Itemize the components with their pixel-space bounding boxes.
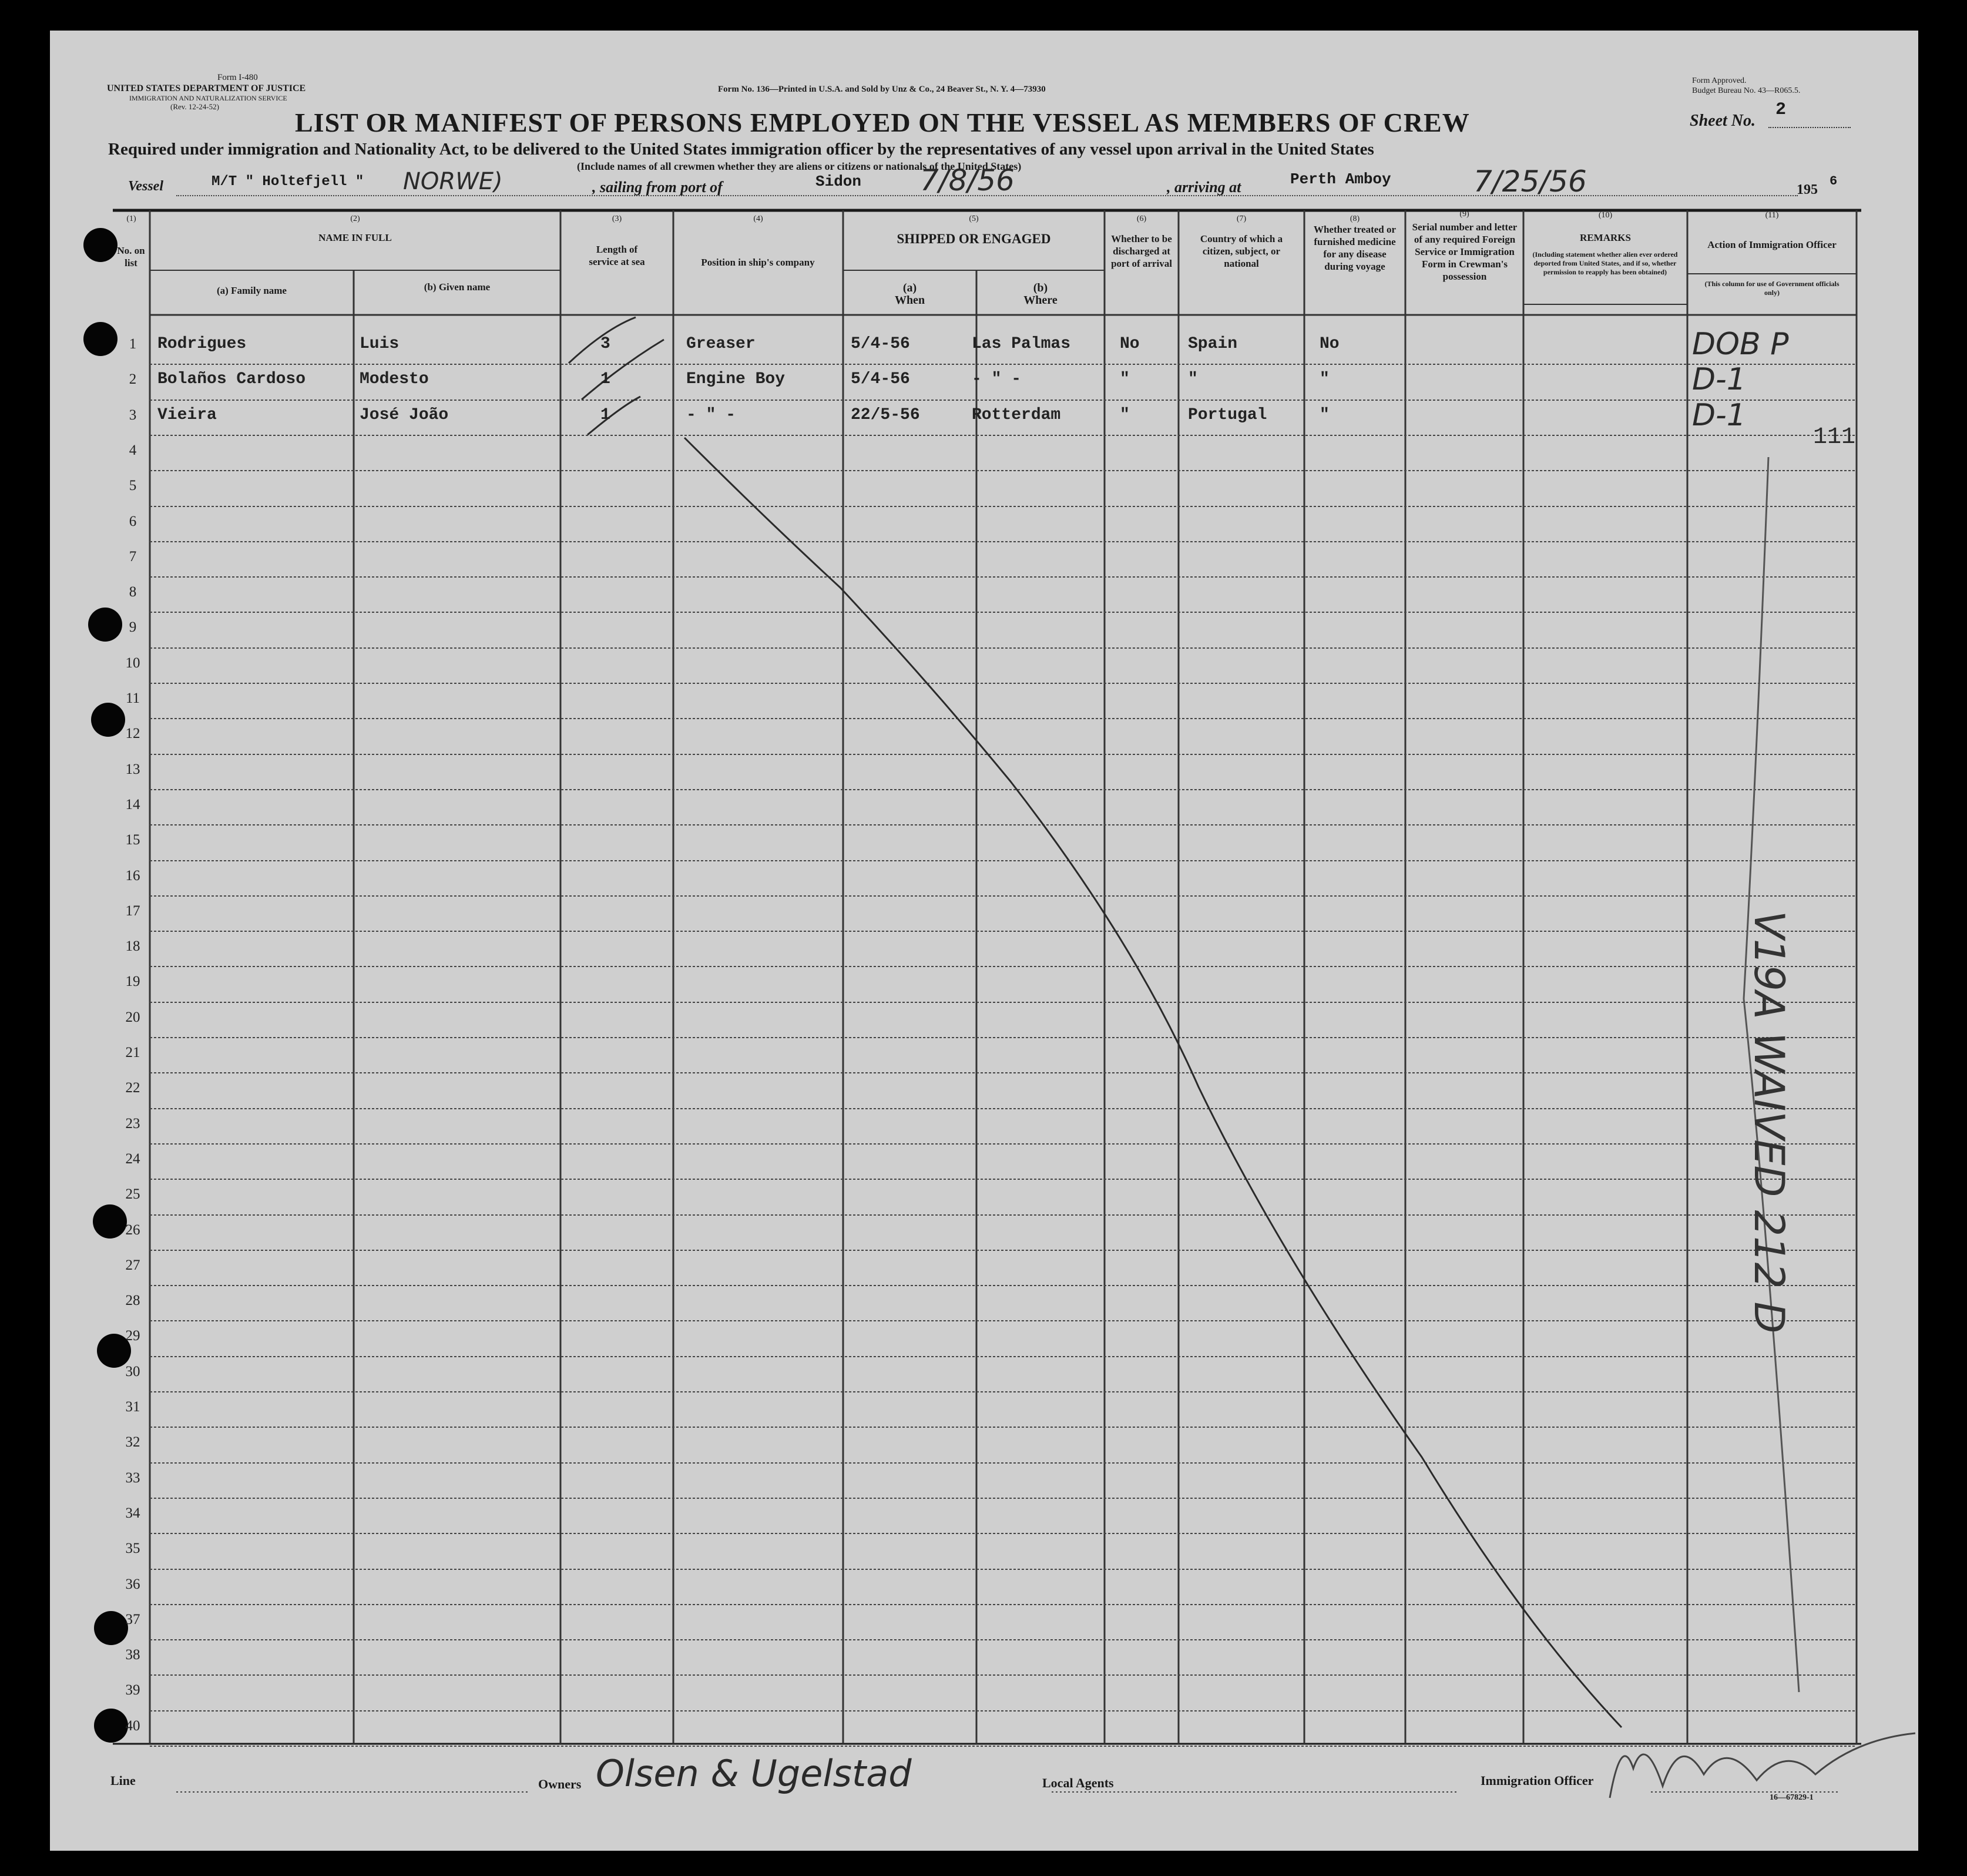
shipped-where-cell: - " - bbox=[972, 370, 1022, 388]
year-prefix: 195 bbox=[1797, 182, 1818, 197]
sailing-label: , sailing from port of bbox=[592, 179, 723, 196]
row-number: 7 bbox=[129, 549, 137, 565]
row-number: 32 bbox=[125, 1434, 140, 1450]
col5a-header: (a) When bbox=[894, 281, 925, 307]
row-number: 28 bbox=[125, 1293, 140, 1308]
row-number: 33 bbox=[125, 1470, 140, 1486]
col11-number: (11) bbox=[1765, 211, 1779, 220]
country-cell: Portugal bbox=[1188, 406, 1267, 424]
given-name-cell: Modesto bbox=[360, 370, 429, 388]
row-number: 2 bbox=[129, 371, 137, 387]
department-name: UNITED STATES DEPARTMENT OF JUSTICE bbox=[107, 83, 306, 93]
position-cell: - " - bbox=[686, 406, 736, 424]
row-number: 20 bbox=[125, 1009, 140, 1025]
sheet-label: Sheet No. bbox=[1690, 112, 1755, 130]
row-number: 30 bbox=[125, 1364, 140, 1380]
shipped-where-cell: Rotterdam bbox=[972, 406, 1061, 424]
margin-note: 111 bbox=[1813, 424, 1856, 451]
col6-header: Whether to be discharged at port of arrival bbox=[1111, 233, 1172, 269]
discharge-cell: No bbox=[1120, 335, 1140, 353]
row-number: 17 bbox=[125, 903, 140, 919]
owners-label: Owners bbox=[538, 1777, 582, 1791]
country-cell: Spain bbox=[1188, 335, 1238, 353]
row-number: 3 bbox=[129, 407, 137, 423]
row-number: 19 bbox=[125, 974, 140, 989]
col2a-header: (a) Family name bbox=[217, 285, 287, 296]
service-cell: 1 bbox=[600, 406, 610, 424]
vessel-name: M/T " Holtefjell " bbox=[212, 174, 364, 190]
vertical-waiver-note: V19A WAIVED 212 D bbox=[1745, 911, 1793, 1334]
family-name-cell: Rodrigues bbox=[157, 335, 247, 353]
local-agents-label: Local Agents bbox=[1042, 1776, 1114, 1790]
officer-action-cell: D-1 bbox=[1692, 362, 1746, 397]
col5-header: SHIPPED OR ENGAGED bbox=[897, 231, 1051, 246]
revision-date: (Rev. 12-24-52) bbox=[170, 102, 219, 111]
row-number: 9 bbox=[129, 619, 137, 635]
row-number: 10 bbox=[125, 655, 140, 671]
year-digit: 6 bbox=[1830, 174, 1838, 189]
row-number: 35 bbox=[125, 1541, 140, 1556]
row-number: 29 bbox=[125, 1328, 140, 1344]
col10-header: REMARKS bbox=[1580, 232, 1631, 243]
col10-number: (10) bbox=[1598, 211, 1613, 220]
col7-header: Country of which a citizen, subject, or national bbox=[1200, 233, 1283, 269]
vessel-nationality-handwritten: NORWE) bbox=[403, 168, 503, 195]
col4-header: Position in ship's company bbox=[701, 257, 815, 268]
service-cell: 1 bbox=[600, 370, 610, 388]
row-number: 34 bbox=[125, 1505, 140, 1521]
medicine-cell: No bbox=[1320, 335, 1340, 353]
row-number: 22 bbox=[125, 1080, 140, 1096]
row-number: 18 bbox=[125, 938, 140, 954]
row-number: 27 bbox=[125, 1257, 140, 1273]
col11-note: (This column for use of Government officials only) bbox=[1704, 280, 1840, 297]
shipped-when-cell: 5/4-56 bbox=[851, 335, 910, 353]
row-number: 25 bbox=[125, 1186, 140, 1202]
row-number: 1 bbox=[129, 336, 137, 352]
page-title: LIST OR MANIFEST OF PERSONS EMPLOYED ON THE VESSEL AS MEMBERS OF CREW bbox=[295, 108, 1470, 137]
row-number: 16 bbox=[125, 868, 140, 884]
arriving-port: Perth Amboy bbox=[1290, 170, 1391, 188]
tally-check-marks bbox=[569, 317, 664, 435]
col10-note: (Including statement whether alien ever ordered deported from United States, and if so, whether permission to reapply has been obtained) bbox=[1532, 250, 1678, 276]
arrival-date-handwritten: 7/25/56 bbox=[1473, 165, 1587, 199]
col5b-header: (b) Where bbox=[1023, 281, 1058, 307]
shipped-when-cell: 5/4-56 bbox=[851, 370, 910, 388]
form-approved: Form Approved. bbox=[1692, 76, 1747, 85]
line-label: Line bbox=[110, 1773, 136, 1788]
row-number: 40 bbox=[125, 1718, 140, 1734]
row-number: 23 bbox=[125, 1116, 140, 1132]
row-number: 38 bbox=[125, 1647, 140, 1663]
owners-handwritten: Olsen & Ugelstad bbox=[596, 1752, 912, 1795]
col9-header: Serial number and letter of any required Foreign Service or Immigration Form in Crewman's possession bbox=[1412, 222, 1518, 282]
discharge-cell: " bbox=[1120, 406, 1130, 424]
row-number: 4 bbox=[129, 442, 137, 458]
row-number: 24 bbox=[125, 1151, 140, 1167]
service-name: IMMIGRATION AND NATURALIZATION SERVICE bbox=[129, 94, 287, 102]
row-number: 15 bbox=[125, 832, 140, 848]
family-name-cell: Bolaños Cardoso bbox=[157, 370, 306, 388]
col6-number: (6) bbox=[1136, 214, 1147, 223]
given-name-cell: Luis bbox=[360, 335, 400, 353]
col2b-header: (b) Given name bbox=[424, 281, 491, 293]
row-number: 8 bbox=[129, 584, 137, 600]
printer-line: Form No. 136—Printed in U.S.A. and Sold by Unz & Co., 24 Beaver St., N. Y. 4—73930 bbox=[718, 85, 1046, 94]
officer-action-cell: D-1 bbox=[1692, 398, 1746, 433]
row-number: 26 bbox=[125, 1222, 140, 1238]
position-cell: Engine Boy bbox=[686, 370, 786, 388]
form-number-left: Form I-480 bbox=[217, 73, 258, 82]
family-name-cell: Vieira bbox=[157, 406, 217, 424]
vessel-label: Vessel bbox=[128, 179, 163, 194]
sailing-port: Sidon bbox=[815, 173, 862, 190]
row-number: 6 bbox=[129, 514, 137, 529]
row-number: 5 bbox=[129, 478, 137, 494]
officer-action-cell: DOB P bbox=[1692, 327, 1789, 362]
shipped-where-cell: Las Palmas bbox=[972, 335, 1071, 353]
col3-number: (3) bbox=[612, 214, 622, 223]
shipped-when-cell: 22/5-56 bbox=[851, 406, 920, 424]
arriving-label: , arriving at bbox=[1167, 179, 1241, 196]
col7-number: (7) bbox=[1236, 214, 1247, 223]
row-number: 13 bbox=[125, 761, 140, 777]
row-number: 21 bbox=[125, 1045, 140, 1061]
row-number: 14 bbox=[125, 797, 140, 813]
sheet-number: 2 bbox=[1775, 100, 1787, 120]
medicine-cell: " bbox=[1320, 370, 1330, 388]
row-number: 31 bbox=[125, 1399, 140, 1415]
col5-number: (5) bbox=[969, 214, 979, 223]
budget-bureau: Budget Bureau No. 43—R065.5. bbox=[1692, 86, 1801, 95]
medicine-cell: " bbox=[1320, 406, 1330, 424]
row-number: 37 bbox=[125, 1612, 140, 1627]
row-number: 36 bbox=[125, 1576, 140, 1592]
col8-number: (8) bbox=[1350, 214, 1360, 223]
include-note: (Include names of all crewmen whether they are aliens or citizens or nationals of the United States) bbox=[577, 160, 1022, 172]
discharge-cell: " bbox=[1120, 370, 1130, 388]
col2-header: NAME IN FULL bbox=[318, 232, 392, 243]
col9-number: (9) bbox=[1459, 210, 1469, 219]
service-cell: 3 bbox=[600, 335, 610, 353]
col1-header: No. on list bbox=[117, 245, 145, 269]
immigration-officer-label: Immigration Officer bbox=[1481, 1773, 1594, 1788]
given-name-cell: José João bbox=[360, 406, 449, 424]
country-cell: " bbox=[1188, 370, 1198, 388]
subtitle: Required under immigration and Nationality Act, to be delivered to the United States immigration officer by the representatives of any vessel upon arrival in the United States bbox=[108, 140, 1374, 159]
position-cell: Greaser bbox=[686, 335, 756, 353]
col1-number: (1) bbox=[126, 214, 136, 223]
row-number: 39 bbox=[125, 1682, 140, 1698]
col3-header: Length of service at sea bbox=[589, 244, 645, 267]
row-number: 11 bbox=[125, 690, 140, 706]
sailing-date-handwritten: 7/8/56 bbox=[920, 163, 1015, 197]
col8-header: Whether treated or furnished medicine for any disease during voyage bbox=[1313, 224, 1397, 272]
col4-number: (4) bbox=[753, 214, 763, 223]
col11-header: Action of Immigration Officer bbox=[1707, 239, 1837, 250]
col2-number: (2) bbox=[350, 214, 360, 223]
row-number: 12 bbox=[125, 726, 140, 741]
form-code: 16—67829-1 bbox=[1770, 1793, 1814, 1802]
